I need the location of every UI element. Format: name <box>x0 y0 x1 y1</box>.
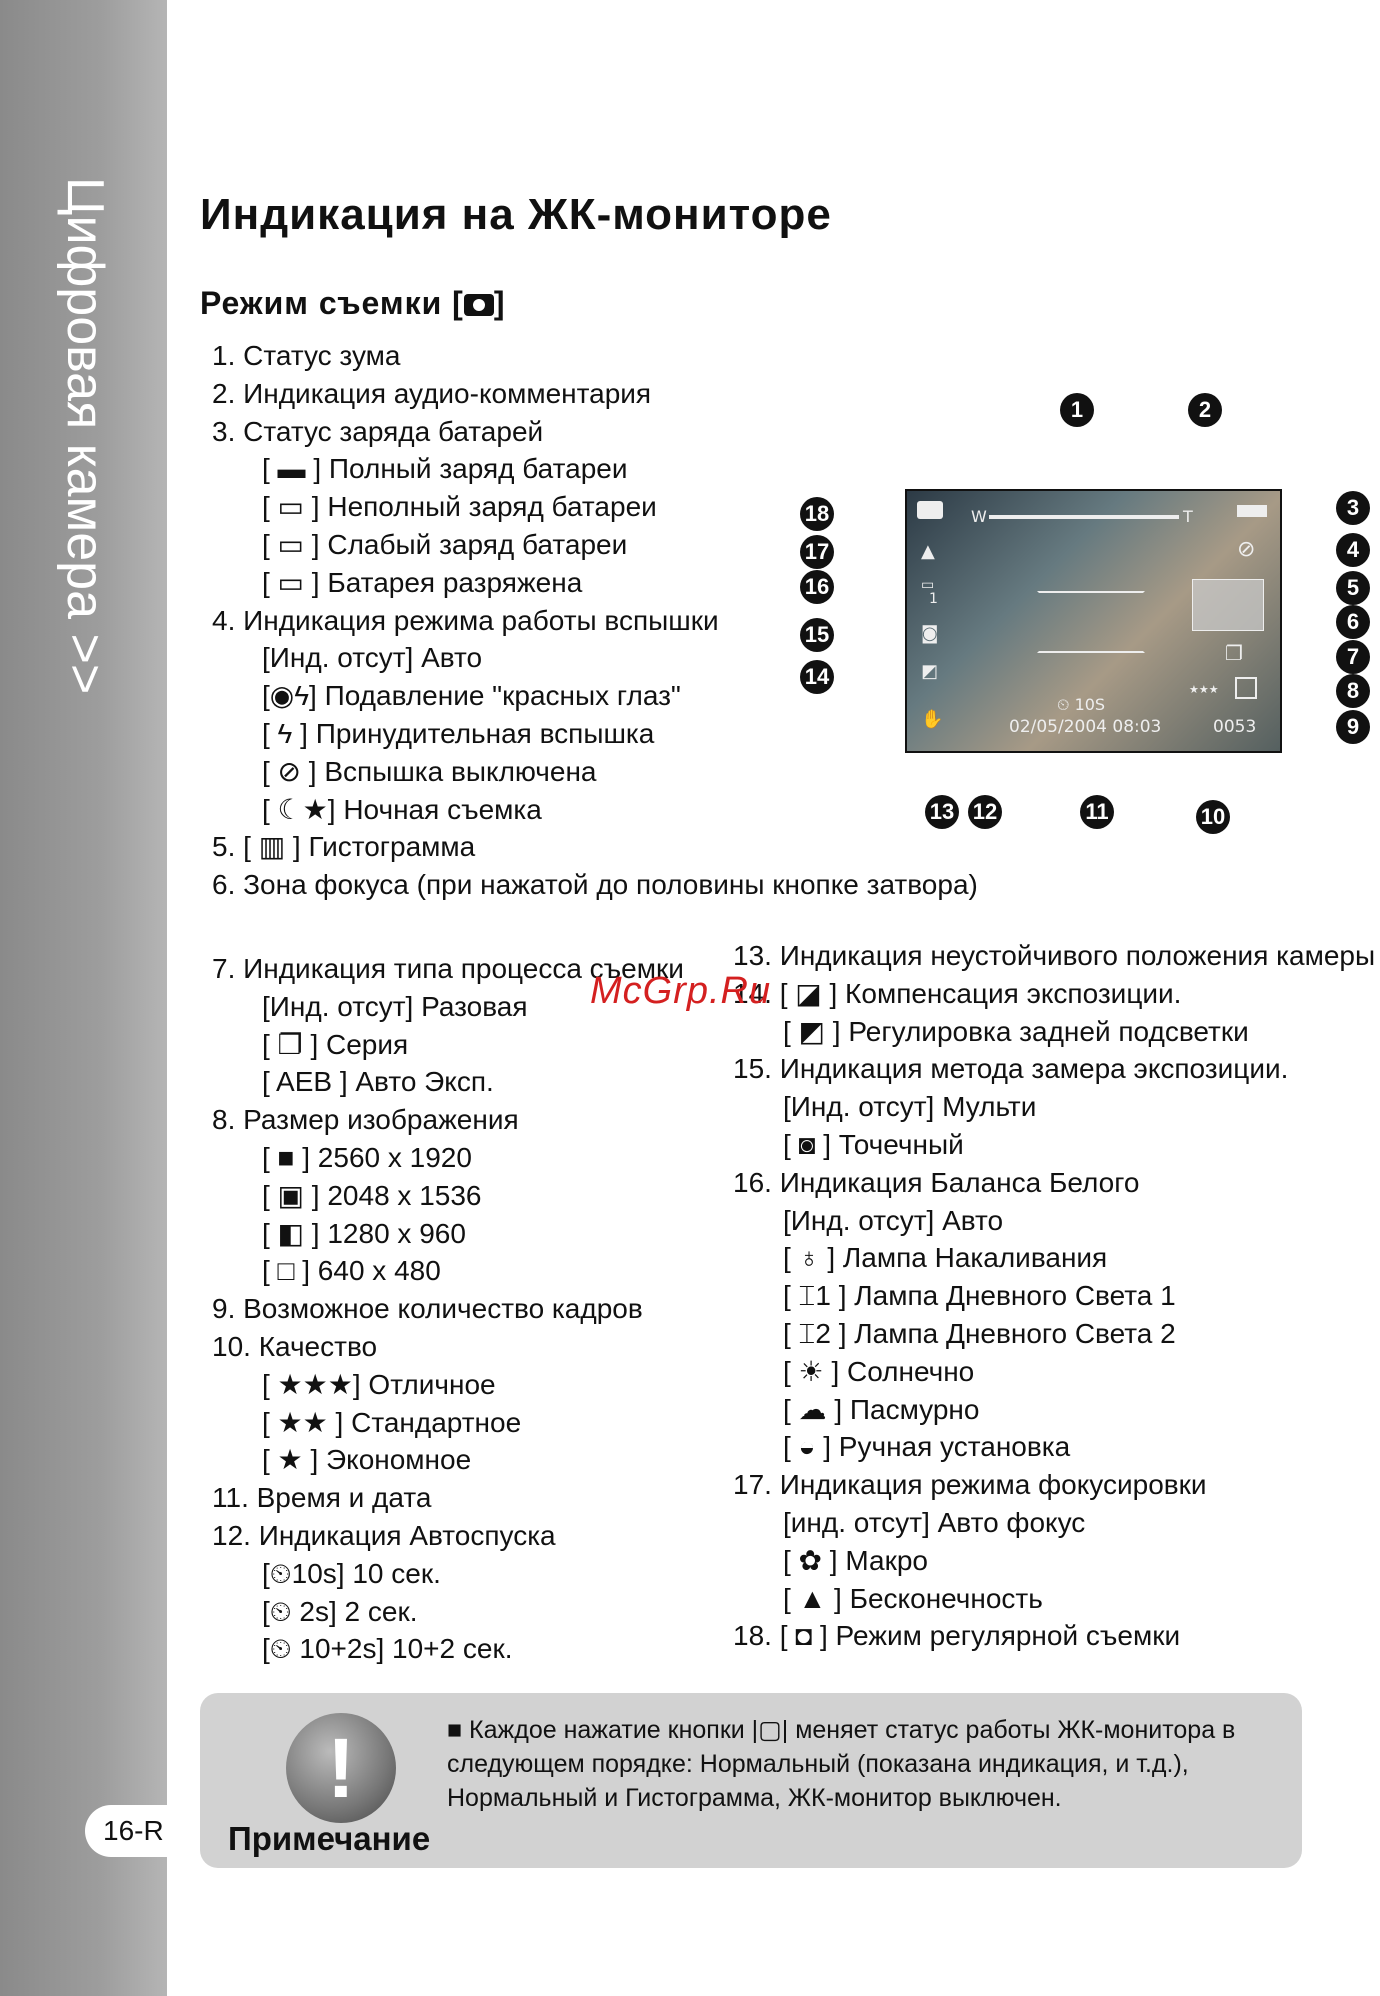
lcd-frame-count: 0053 <box>1213 717 1257 737</box>
legend-line: [Инд. отсут] Авто <box>262 642 483 674</box>
legend-line: 4. Индикация режима работы вспышки <box>212 604 719 636</box>
note-label: Примечание <box>228 1820 431 1857</box>
zoom-bar <box>989 515 1179 519</box>
callout-10: 10 <box>1196 800 1230 834</box>
legend-line: [ ▲ ] Бесконечность <box>783 1582 1043 1614</box>
lcd-camera-icon <box>917 501 943 519</box>
callout-8: 8 <box>1336 674 1370 708</box>
legend-line: 1. Статус зума <box>212 340 401 371</box>
legend-line: [⏲10s] 10 сек. <box>262 1557 441 1589</box>
legend-line: [ ♁ ] Лампа Накаливания <box>783 1242 1108 1274</box>
legend-line: [ AEB ] Авто Эксп. <box>262 1066 494 1098</box>
callout-15: 15 <box>800 618 834 652</box>
legend-line: [ ◒ ] Ручная установка <box>783 1431 1071 1463</box>
callout-7: 7 <box>1336 640 1370 674</box>
legend-line: [ ★ ] Экономное <box>262 1444 472 1476</box>
callout-12: 12 <box>968 795 1002 829</box>
legend-line: [ ☾★] Ночная съемка <box>262 793 542 825</box>
lcd-focus-mode-icon: ▲ <box>921 541 935 562</box>
legend-line: [Инд. отсут] Авто <box>783 1204 1004 1236</box>
legend-line: [ ϟ ] Принудительная вспышка <box>262 717 655 749</box>
callout-9: 9 <box>1336 710 1370 744</box>
legend-line: [ ▣ ] 2048 x 1536 <box>262 1179 482 1211</box>
legend-line: 12. Индикация Автоспуска <box>212 1519 556 1551</box>
legend-line: [ ✿ ] Макро <box>783 1544 928 1576</box>
page-title: Индикация на ЖК-мониторе <box>200 190 832 239</box>
legend-line: 2. Индикация аудио-комментария <box>212 377 652 409</box>
legend-line: [Инд. отсут] Мульти <box>783 1091 1037 1123</box>
lcd-exposure-icon: ◩ <box>921 661 939 682</box>
legend-line: 16. Индикация Баланса Белого <box>733 1166 1140 1198</box>
callout-1: 1 <box>1060 393 1094 427</box>
note-box <box>200 1693 1302 1868</box>
lcd-size-icon <box>1235 677 1257 699</box>
callout-5: 5 <box>1336 571 1370 605</box>
lcd-continuous-icon: ❐ <box>1225 641 1243 665</box>
lcd-wb-icon: ▭ <box>921 577 935 593</box>
legend-line: [ ⌶2 ] Лампа Дневного Света 2 <box>783 1317 1176 1349</box>
legend-line: 5. [ ▥ ] Гистограмма <box>212 831 476 863</box>
zoom-w-label: W <box>971 507 987 526</box>
legend-line: 3. Статус заряда батарей <box>212 415 544 447</box>
lcd-metering-icon: ◙ <box>921 623 939 644</box>
legend-line: [ ◙ ] Точечный <box>783 1128 964 1160</box>
lcd-quality-stars: ★★★ <box>1189 683 1219 696</box>
legend-line: [инд. отсут] Авто фокус <box>783 1506 1086 1538</box>
legend-line: [ ▭ ] Слабый заряд батареи <box>262 528 628 560</box>
callout-13: 13 <box>925 795 959 829</box>
exclamation-icon: ! <box>286 1713 396 1823</box>
legend-line: [ ☀ ] Солнечно <box>783 1355 975 1387</box>
lcd-date-time: 02/05/2004 08:03 <box>1009 717 1162 737</box>
legend-line: 10. Качество <box>212 1330 378 1362</box>
legend-line: [ ▬ ] Полный заряд батареи <box>262 453 628 485</box>
lcd-self-timer: ⏲ 10S <box>1057 695 1106 714</box>
legend-line: 8. Размер изображения <box>212 1104 519 1136</box>
lcd-wb-number: 1 <box>929 591 938 607</box>
legend-right <box>733 937 1375 1655</box>
legend-line: [ ■ ] 2560 x 1920 <box>262 1141 472 1173</box>
legend-line: [ ★★ ] Стандартное <box>262 1406 522 1438</box>
lcd-shake-icon: ✋ <box>921 709 944 730</box>
legend-line: 6. Зона фокуса (при нажатой до половины кнопке затвора) <box>212 869 978 901</box>
page-number: 16-R <box>85 1805 170 1857</box>
lcd-flash-off-icon: ⊘ <box>1237 537 1256 562</box>
legend-line: [⏲ 10+2s] 10+2 сек. <box>262 1633 513 1665</box>
sidebar-title: Цифровая камера >> <box>56 177 114 695</box>
lcd-battery-icon <box>1237 505 1267 517</box>
legend-line: [⏲ 2s] 2 сек. <box>262 1595 418 1627</box>
legend-line: 17. Индикация режима фокусировки <box>733 1469 1207 1501</box>
legend-line: [ ▭ ] Неполный заряд батареи <box>262 491 657 523</box>
lcd-monitor-diagram <box>905 489 1282 753</box>
callout-4: 4 <box>1336 533 1370 567</box>
legend-line: 18. [ ◘ ] Режим регулярной съемки <box>733 1620 1181 1652</box>
legend-left-top <box>212 337 978 904</box>
callout-6: 6 <box>1336 605 1370 639</box>
callout-14: 14 <box>800 660 834 694</box>
legend-line: [ ◩ ] Регулировка задней подсветки <box>783 1015 1249 1047</box>
callout-3: 3 <box>1336 491 1370 525</box>
legend-left-bottom <box>212 950 684 1668</box>
camera-icon <box>464 294 494 316</box>
lcd-histogram <box>1192 579 1264 631</box>
callout-2: 2 <box>1188 393 1222 427</box>
watermark: McGrp.Ru <box>590 970 772 1012</box>
callout-18: 18 <box>800 497 834 531</box>
legend-line: 14. [ ◪ ] Компенсация экспозиции. <box>733 977 1182 1009</box>
note-text: ■ Каждое нажатие кнопки |▢| меняет статус работы ЖК-монитора в следующем порядке: Нормальный (показана индикация, и т.д.), Нормальный и Гистограмма, ЖК-монитор выключен. <box>447 1716 1236 1812</box>
callout-17: 17 <box>800 535 834 569</box>
legend-line: [◉ϟ] Подавление "красных глаз" <box>262 680 681 712</box>
legend-line: 11. Время и дата <box>212 1482 432 1514</box>
legend-line: [Инд. отсут] Разовая <box>262 990 528 1022</box>
section-title: Режим съемки [ ] <box>200 285 506 321</box>
callout-16: 16 <box>800 570 834 604</box>
legend-line: [ ▭ ] Батарея разряжена <box>262 566 583 598</box>
legend-line: [ ⊘ ] Вспышка выключена <box>262 755 597 787</box>
lcd-focus-area <box>1037 591 1145 653</box>
legend-line: [ ☁ ] Пасмурно <box>783 1393 980 1425</box>
legend-line: 15. Индикация метода замера экспозиции. <box>733 1053 1289 1085</box>
callout-11: 11 <box>1080 795 1114 829</box>
legend-line: 13. Индикация неустойчивого положения камеры <box>733 940 1376 971</box>
legend-line: 9. Возможное количество кадров <box>212 1293 643 1325</box>
sidebar <box>0 0 167 1996</box>
legend-line: [ ★★★] Отличное <box>262 1368 496 1400</box>
legend-line: [ □ ] 640 x 480 <box>262 1255 441 1287</box>
legend-line: [ ❐ ] Серия <box>262 1028 409 1060</box>
legend-line: [ ◧ ] 1280 x 960 <box>262 1217 466 1249</box>
legend-line: 7. Индикация типа процесса съемки <box>212 953 684 984</box>
legend-line: [ ⌶1 ] Лампа Дневного Света 1 <box>783 1280 1176 1312</box>
zoom-t-label: T <box>1183 507 1193 526</box>
